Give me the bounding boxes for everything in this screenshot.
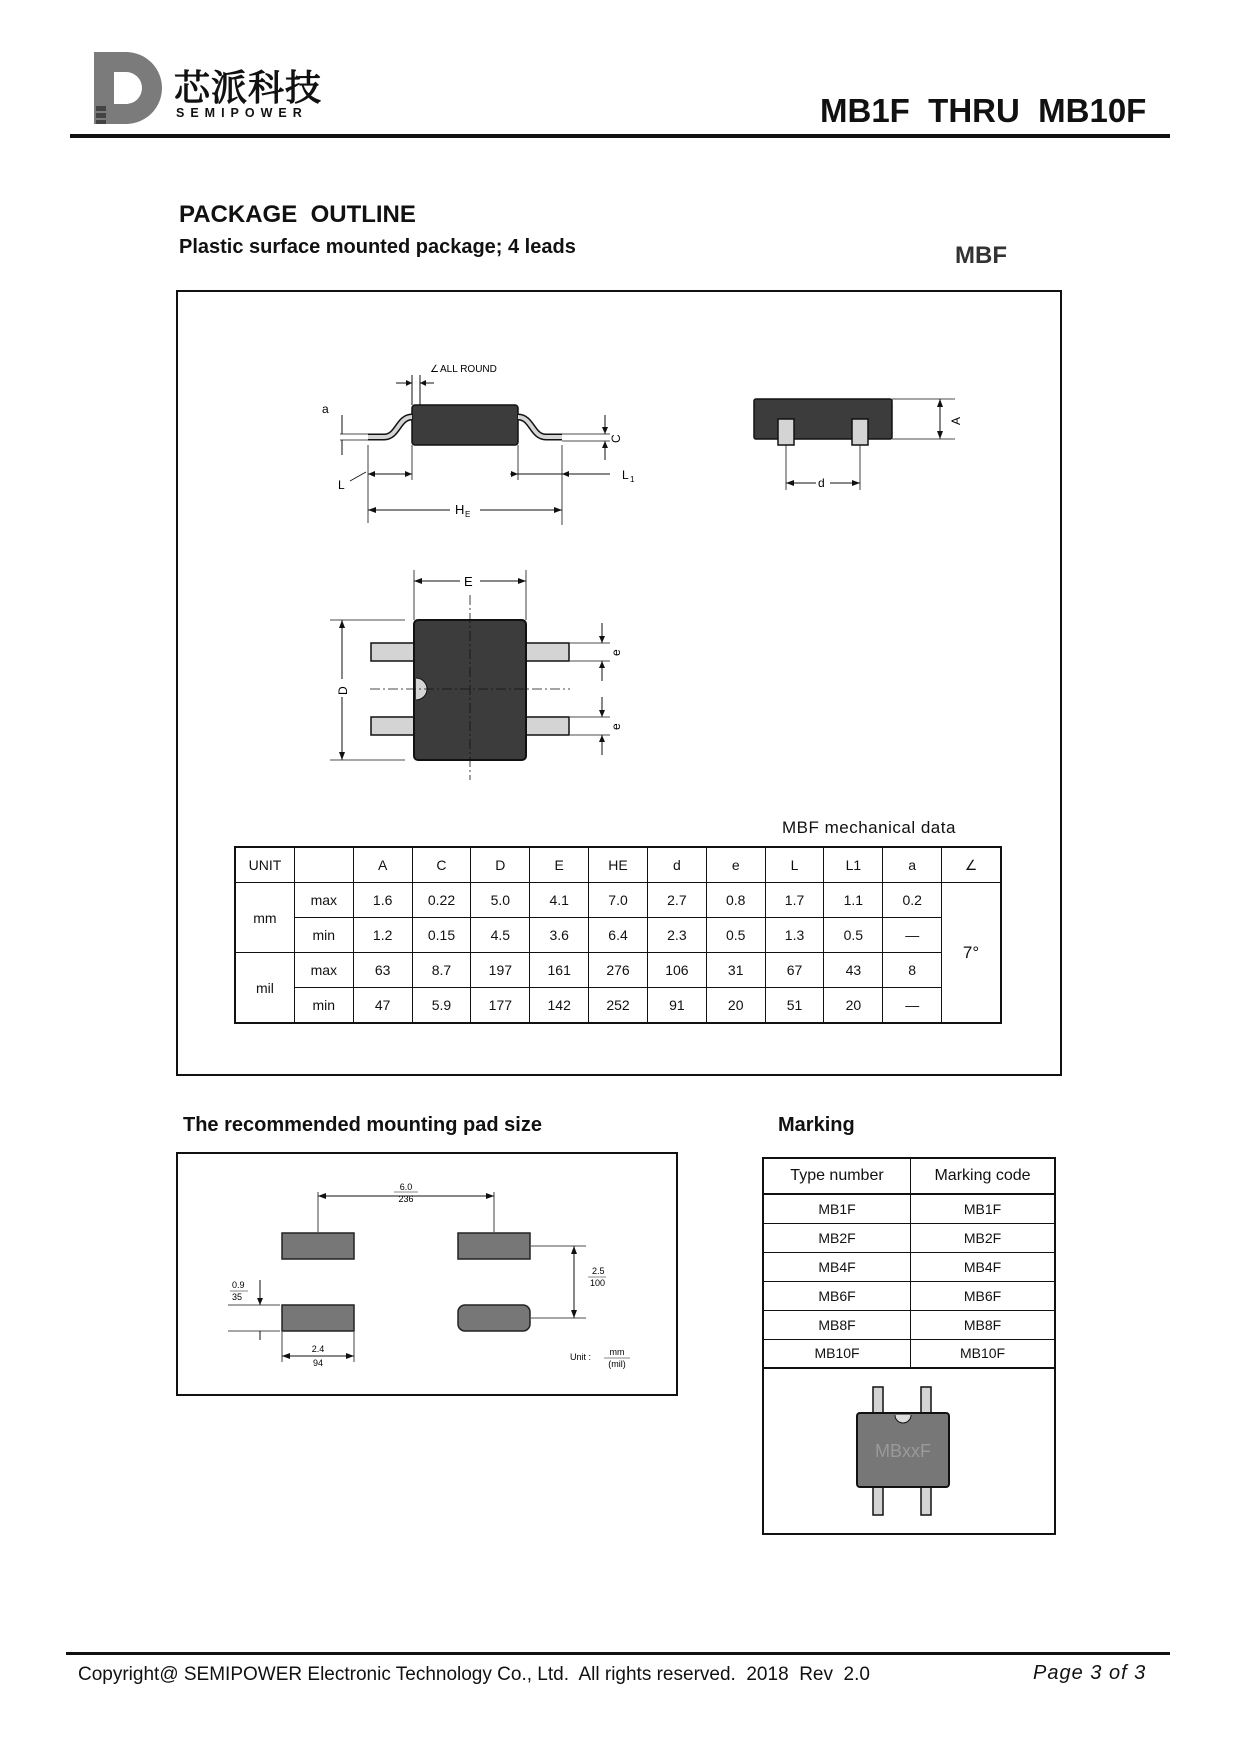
table-header-cell (294, 847, 353, 883)
value-cell: 3.6 (530, 918, 589, 953)
type-cell: min (294, 918, 353, 953)
dim-pad-size-mm: 2.4 (311, 1344, 325, 1354)
value-cell: 0.2 (883, 883, 942, 918)
value-cell: 43 (824, 953, 883, 988)
marking-row (763, 1339, 1055, 1368)
table-header-cell: UNIT (235, 847, 294, 883)
value-cell: 252 (589, 988, 648, 1024)
value-cell: 20 (706, 988, 765, 1024)
type-cell: max (294, 883, 353, 918)
table-header-cell: L (765, 847, 824, 883)
table-row (235, 953, 1001, 988)
type-cell: min (294, 988, 353, 1024)
dim-label-e-pitch-2: e (609, 723, 623, 730)
marking-row (763, 1281, 1055, 1310)
unit-cell: mm (235, 883, 294, 953)
unit-label: Unit : (570, 1352, 592, 1362)
table-row (235, 883, 1001, 918)
marking-table (762, 1157, 1056, 1535)
value-cell: 51 (765, 988, 824, 1024)
unit-mm-label: mm (609, 1347, 625, 1357)
value-cell: 177 (471, 988, 530, 1024)
value-cell: 1.2 (353, 918, 412, 953)
value-cell: 5.9 (412, 988, 471, 1024)
dim-pad-gap-mil: 35 (232, 1292, 243, 1302)
table-header-cell: A (353, 847, 412, 883)
dim-pad-width-mil: 236 (398, 1194, 414, 1204)
dim-label-e-pitch-1: e (609, 649, 623, 656)
marking-code-cell: MB10F (911, 1339, 1056, 1368)
package-name: MBF (955, 242, 1007, 269)
value-cell: 197 (471, 953, 530, 988)
value-cell: 8 (883, 953, 942, 988)
unit-mil-label: (mil) (608, 1359, 626, 1369)
value-cell: 20 (824, 988, 883, 1024)
marking-header-type: Type number (763, 1158, 911, 1194)
table-row (235, 918, 1001, 953)
marking-type-cell: MB10F (763, 1339, 911, 1368)
value-cell: 5.0 (471, 883, 530, 918)
table-header-cell: L1 (824, 847, 883, 883)
table-header-cell: D (471, 847, 530, 883)
dim-label-he: H (455, 502, 465, 517)
angle-symbol-label: ∠ (430, 364, 439, 375)
value-cell: 4.1 (530, 883, 589, 918)
value-cell: 1.1 (824, 883, 883, 918)
value-cell: 1.6 (353, 883, 412, 918)
value-cell: 91 (647, 988, 706, 1024)
table-header-cell: a (883, 847, 942, 883)
value-cell: 142 (530, 988, 589, 1024)
table-header-row (235, 847, 1001, 883)
value-cell: 0.22 (412, 883, 471, 918)
marking-row (763, 1194, 1055, 1223)
value-cell: 106 (647, 953, 706, 988)
value-cell: 1.3 (765, 918, 824, 953)
dim-label-a-upper: A (949, 416, 963, 425)
footer-page-number: Page 3 of 3 (1033, 1662, 1147, 1684)
marking-section-title: Marking (778, 1114, 855, 1136)
dim-pad-width-mm: 6.0 (399, 1182, 413, 1192)
angle-cell: 7° (942, 883, 1001, 1024)
footer-copyright: Copyright@ SEMIPOWER Electronic Technology Co., Ltd. All rights reserved. 2018 Rev 2.0 (78, 1664, 870, 1685)
marking-type-cell: MB2F (763, 1223, 911, 1252)
value-cell: 2.7 (647, 883, 706, 918)
value-cell: 47 (353, 988, 412, 1024)
marking-code-cell: MB1F (911, 1194, 1056, 1223)
document-title: MB1F THRU MB10F (820, 92, 1147, 129)
dim-label-he-sub: E (465, 510, 471, 519)
marking-image-row (763, 1368, 1055, 1534)
marking-code-cell: MB2F (911, 1223, 1056, 1252)
value-cell: 0.5 (824, 918, 883, 953)
value-cell: 67 (765, 953, 824, 988)
table-header-cell: HE (589, 847, 648, 883)
mech-table-caption: MBF mechanical data (782, 818, 956, 837)
value-cell: 63 (353, 953, 412, 988)
value-cell: 31 (706, 953, 765, 988)
marking-type-cell: MB6F (763, 1281, 911, 1310)
value-cell: — (883, 988, 942, 1024)
value-cell: — (883, 918, 942, 953)
end-view-drawing (740, 385, 990, 505)
footer-rule (66, 1652, 1170, 1655)
dim-pad-size-mil: 94 (312, 1358, 324, 1368)
value-cell: 7.0 (589, 883, 648, 918)
marking-code-cell: MB6F (911, 1281, 1056, 1310)
table-header-cell: d (647, 847, 706, 883)
dim-pad-pitch-mm: 2.5 (592, 1266, 605, 1276)
table-header-cell: e (706, 847, 765, 883)
table-row (235, 988, 1001, 1024)
type-cell: max (294, 953, 353, 988)
value-cell: 6.4 (589, 918, 648, 953)
unit-cell: mil (235, 953, 294, 1024)
logo-chinese-name: 芯派科技 (174, 68, 323, 109)
value-cell: 8.7 (412, 953, 471, 988)
dim-label-l: L (338, 478, 345, 492)
marking-image-cell (763, 1368, 1055, 1534)
mounting-pad-drawing (176, 1152, 678, 1396)
value-cell: 0.15 (412, 918, 471, 953)
marking-row (763, 1252, 1055, 1281)
dim-label-l1-sub: 1 (630, 475, 635, 484)
marking-code-cell: MB4F (911, 1252, 1056, 1281)
pad-section-title: The recommended mounting pad size (183, 1114, 542, 1136)
mechanical-data-table (234, 846, 1002, 1024)
chip-marking-label: MBxxF (875, 1441, 931, 1461)
dim-label-l1: L (622, 468, 629, 482)
dim-label-d-upper: D (336, 686, 350, 695)
all-round-label: ALL ROUND (440, 364, 497, 375)
semipower-logo-icon (86, 48, 166, 128)
section-subtitle: Plastic surface mounted package; 4 leads (179, 236, 576, 258)
marking-type-cell: MB4F (763, 1252, 911, 1281)
dim-label-c: C (609, 434, 623, 443)
value-cell: 161 (530, 953, 589, 988)
value-cell: 2.3 (647, 918, 706, 953)
table-header-cell: C (412, 847, 471, 883)
marking-code-cell: MB8F (911, 1310, 1056, 1339)
dim-label-a: a (322, 402, 329, 416)
value-cell: 276 (589, 953, 648, 988)
marking-row (763, 1310, 1055, 1339)
marking-type-cell: MB1F (763, 1194, 911, 1223)
dim-label-e-upper: E (464, 574, 473, 589)
table-header-cell: ∠ (942, 847, 1001, 883)
marking-type-cell: MB8F (763, 1310, 911, 1339)
table-header-cell: E (530, 847, 589, 883)
dim-pad-pitch-mil: 100 (590, 1278, 606, 1288)
marking-header-row (763, 1158, 1055, 1194)
marking-header-code: Marking code (911, 1158, 1056, 1194)
dim-pad-gap-mm: 0.9 (232, 1280, 245, 1290)
dim-label-d: d (818, 476, 825, 490)
header-rule (70, 134, 1170, 138)
marked-chip-drawing (849, 1381, 969, 1521)
section-title: PACKAGE OUTLINE (179, 201, 416, 228)
side-view-drawing (300, 355, 660, 525)
logo-english-name: SEMIPOWER (176, 106, 308, 120)
value-cell: 0.5 (706, 918, 765, 953)
value-cell: 1.7 (765, 883, 824, 918)
value-cell: 0.8 (706, 883, 765, 918)
top-view-drawing (320, 565, 640, 780)
marking-row (763, 1223, 1055, 1252)
value-cell: 4.5 (471, 918, 530, 953)
